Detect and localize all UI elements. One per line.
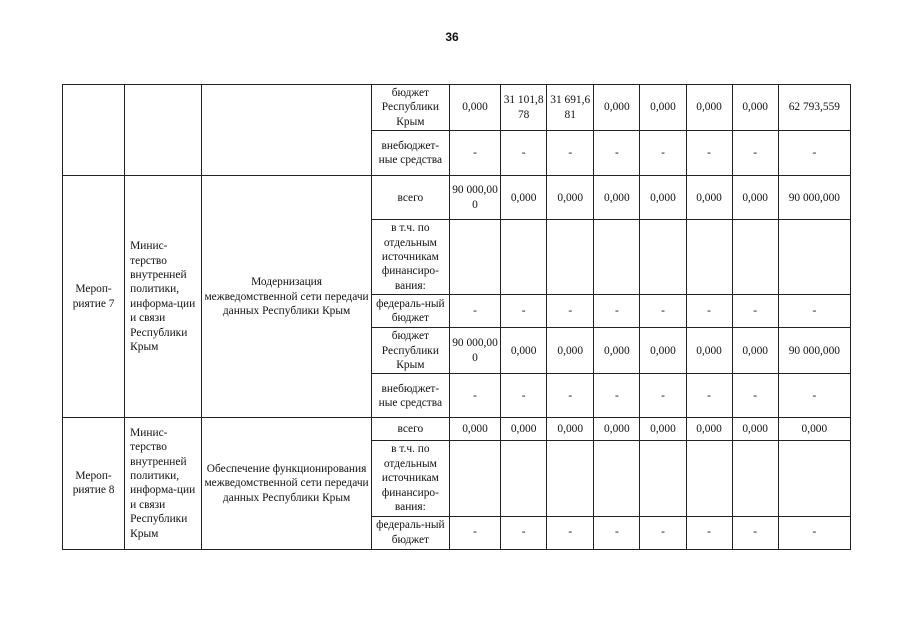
value-cell: - (778, 374, 850, 418)
funding-table (62, 84, 851, 550)
value-cell: - (547, 131, 594, 176)
value-cell (547, 441, 594, 516)
value-cell (594, 441, 640, 516)
measure-title-cell: Мероп-риятие 8 (63, 418, 125, 549)
funding-source-cell: бюджет Республики Крым (371, 328, 449, 374)
value-cell: - (686, 295, 732, 328)
funding-source-cell: в т.ч. по отдельным источникам финансиро-вания: (371, 220, 449, 295)
value-cell: - (501, 295, 547, 328)
value-cell: - (778, 131, 850, 176)
value-cell: 0,000 (640, 418, 686, 441)
value-cell: 0,000 (547, 418, 594, 441)
value-cell: - (732, 295, 778, 328)
value-cell: 0,000 (686, 418, 732, 441)
value-cell: 0,000 (732, 85, 778, 131)
value-cell: 0,000 (594, 418, 640, 441)
value-cell: 0,000 (686, 176, 732, 220)
value-cell: - (501, 131, 547, 176)
value-cell: 90 000,00 0 (449, 328, 500, 374)
value-cell: 0,000 (547, 328, 594, 374)
value-cell: - (449, 295, 500, 328)
value-cell: - (640, 131, 686, 176)
value-cell: - (594, 516, 640, 549)
value-cell: - (732, 516, 778, 549)
measure-name-cell: Обеспечение функционирования межведомственной сети передачи данных Республики Крым (202, 418, 371, 549)
value-cell: 0,000 (732, 418, 778, 441)
value-cell (449, 220, 500, 295)
value-cell: 0,000 (640, 176, 686, 220)
value-cell: 90 000,000 (778, 328, 850, 374)
value-cell: 90 000,000 (778, 176, 850, 220)
value-cell: - (449, 516, 500, 549)
value-cell: - (732, 131, 778, 176)
value-cell: 0,000 (732, 176, 778, 220)
value-cell: 0,000 (547, 176, 594, 220)
table-row (63, 85, 851, 131)
measure-name-cell (202, 85, 371, 176)
measure-name-cell: Модернизация межведомственной сети передачи данных Республики Крым (202, 176, 371, 418)
funding-source-cell: всего (371, 418, 449, 441)
value-cell (778, 220, 850, 295)
value-cell: 0,000 (640, 85, 686, 131)
page-number: 36 (445, 30, 459, 44)
value-cell (449, 441, 500, 516)
funding-source-cell: в т.ч. по отдельным источникам финансиро-вания: (371, 441, 449, 516)
responsible-cell (125, 85, 202, 176)
value-cell: - (640, 374, 686, 418)
funding-source-cell: внебюджет-ные средства (371, 374, 449, 418)
value-cell: 0,000 (594, 176, 640, 220)
value-cell: - (686, 374, 732, 418)
value-cell: - (501, 374, 547, 418)
funding-source-cell: бюджет Республики Крым (371, 85, 449, 131)
value-cell: - (640, 295, 686, 328)
value-cell: - (594, 131, 640, 176)
value-cell: 0,000 (501, 418, 547, 441)
value-cell: - (449, 374, 500, 418)
value-cell (732, 220, 778, 295)
value-cell: 90 000,00 0 (449, 176, 500, 220)
value-cell: 0,000 (732, 328, 778, 374)
value-cell (501, 441, 547, 516)
responsible-cell: Минис-терство внутренней политики, информа-ции и связи Республики Крым (125, 176, 202, 418)
table-row (63, 418, 851, 441)
value-cell: - (547, 295, 594, 328)
value-cell (732, 441, 778, 516)
value-cell (686, 441, 732, 516)
value-cell: - (732, 374, 778, 418)
value-cell: - (594, 295, 640, 328)
value-cell: 0,000 (449, 418, 500, 441)
funding-source-cell: всего (371, 176, 449, 220)
responsible-cell: Минис-терство внутренней политики, информа-ции и связи Республики Крым (125, 418, 202, 549)
table-row (63, 176, 851, 220)
value-cell (640, 220, 686, 295)
value-cell: - (686, 516, 732, 549)
value-cell: 0,000 (449, 85, 500, 131)
value-cell: - (594, 374, 640, 418)
value-cell: 0,000 (778, 418, 850, 441)
value-cell: - (547, 516, 594, 549)
value-cell (501, 220, 547, 295)
value-cell: - (501, 516, 547, 549)
funding-source-cell: федераль-ный бюджет (371, 516, 449, 549)
value-cell: 0,000 (686, 328, 732, 374)
value-cell: 0,000 (594, 85, 640, 131)
value-cell: 31 101,878 (501, 85, 547, 131)
value-cell: - (778, 295, 850, 328)
measure-title-cell: Мероп-риятие 7 (63, 176, 125, 418)
funding-source-cell: внебюджет-ные средства (371, 131, 449, 176)
value-cell (778, 441, 850, 516)
value-cell: - (449, 131, 500, 176)
value-cell (547, 220, 594, 295)
value-cell: - (686, 131, 732, 176)
value-cell: - (640, 516, 686, 549)
value-cell (594, 220, 640, 295)
value-cell: 31 691,681 (547, 85, 594, 131)
value-cell: 0,000 (686, 85, 732, 131)
value-cell (686, 220, 732, 295)
value-cell (640, 441, 686, 516)
value-cell: 0,000 (501, 328, 547, 374)
funding-source-cell: федераль-ный бюджет (371, 295, 449, 328)
value-cell: - (547, 374, 594, 418)
value-cell: 0,000 (640, 328, 686, 374)
value-cell: 62 793,559 (778, 85, 850, 131)
value-cell: 0,000 (501, 176, 547, 220)
value-cell: 0,000 (594, 328, 640, 374)
measure-title-cell (63, 85, 125, 176)
value-cell: - (778, 516, 850, 549)
